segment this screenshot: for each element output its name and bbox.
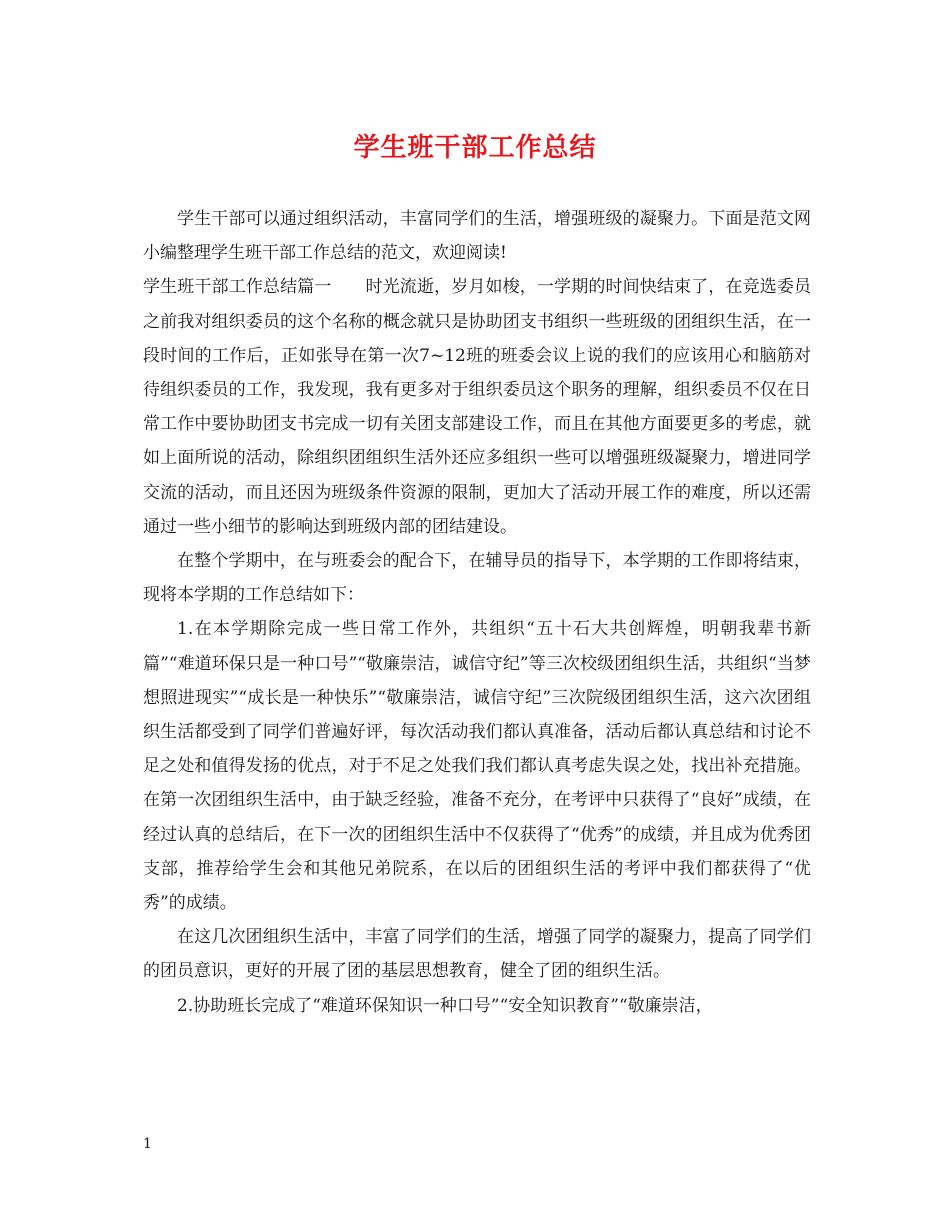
page-title: 学生班干部工作总结 [353, 133, 597, 163]
section-heading: 学生班干部工作总结篇一 [143, 277, 332, 298]
item-1-paragraph: 1.在本学期除完成一些日常工作外，共组织“五十石大共创辉煌，明朝我辈书新篇”“难道环保只是一种口号”“敬廉崇洁，诚信守纪”等三次校级团组织生活，共组织“当梦想照进现实”“成长是一种快乐”“敬廉崇洁，诚信守纪”三次院级团组织生活，这六次团组织生活都受到了同学们普遍好评，每次活动我们都认真准备，活动后都认真总结和讨论不足之处和值得发扬的优点，对于不足之处我们我们都认真考虑失误之处，找出补充措施。在第一次团组织生活中，由于缺乏经验，准备不充分，在考评中只获得了“良好”成绩，在经过认真的总结后，在下一次的团组织生活中不仅获得了“优秀”的成绩，并且成为优秀团支部，推荐给学生会和其他兄弟院系，在以后的团组织生活的考评中我们都获得了“优秀”的成绩。 [143, 619, 811, 914]
item-2-paragraph: 2.协助班长完成了“难道环保知识一种口号”“安全知识教育”“敬廉崇洁， [177, 995, 713, 1016]
section-body-text: 时光流逝，岁月如梭，一学期的时间快结束了，在竞选委员之前我对组织委员的这个名称的概念就只是协助团支书组织一些班级的团组织生活，在一段时间的工作后，正如张导在第一次7~12班的班委会议上说的我们的应该用心和脑筋对待组织委员的工作，我发现，我有更多对于组织委员这个职务的理解，组织委员不仅在日常工作中要协助团支书完成一切有关团支部建设工作，而且在其他方面要更多的考虑，就如上面所说的活动，除组织团组织生活外还应多组织一些可以增强班级凝聚力，增进同学交流的活动，而且还因为班级条件资源的限制，更加大了活动开展工作的难度，所以还需通过一些小细节的影响达到班级内部的团结建设。 [143, 277, 812, 537]
semester-paragraph: 在整个学期中，在与班委会的配合下，在辅导员的指导下，本学期的工作即将结束，现将本学期的工作总结如下： [143, 551, 811, 606]
page-number: 1 [143, 1136, 152, 1152]
summary-paragraph: 在这几次团组织生活中，丰富了同学们的生活，增强了同学的凝聚力，提高了同学们的团员意识，更好的开展了团的基层思想教育，健全了团的组织生活。 [143, 927, 811, 982]
intro-paragraph: 学生干部可以通过组织活动，丰富同学们的生活，增强班级的凝聚力。下面是范文网小编整理学生班干部工作总结的范文，欢迎阅读! [143, 209, 811, 264]
document-body [143, 202, 811, 1023]
section-paragraph [143, 270, 811, 544]
